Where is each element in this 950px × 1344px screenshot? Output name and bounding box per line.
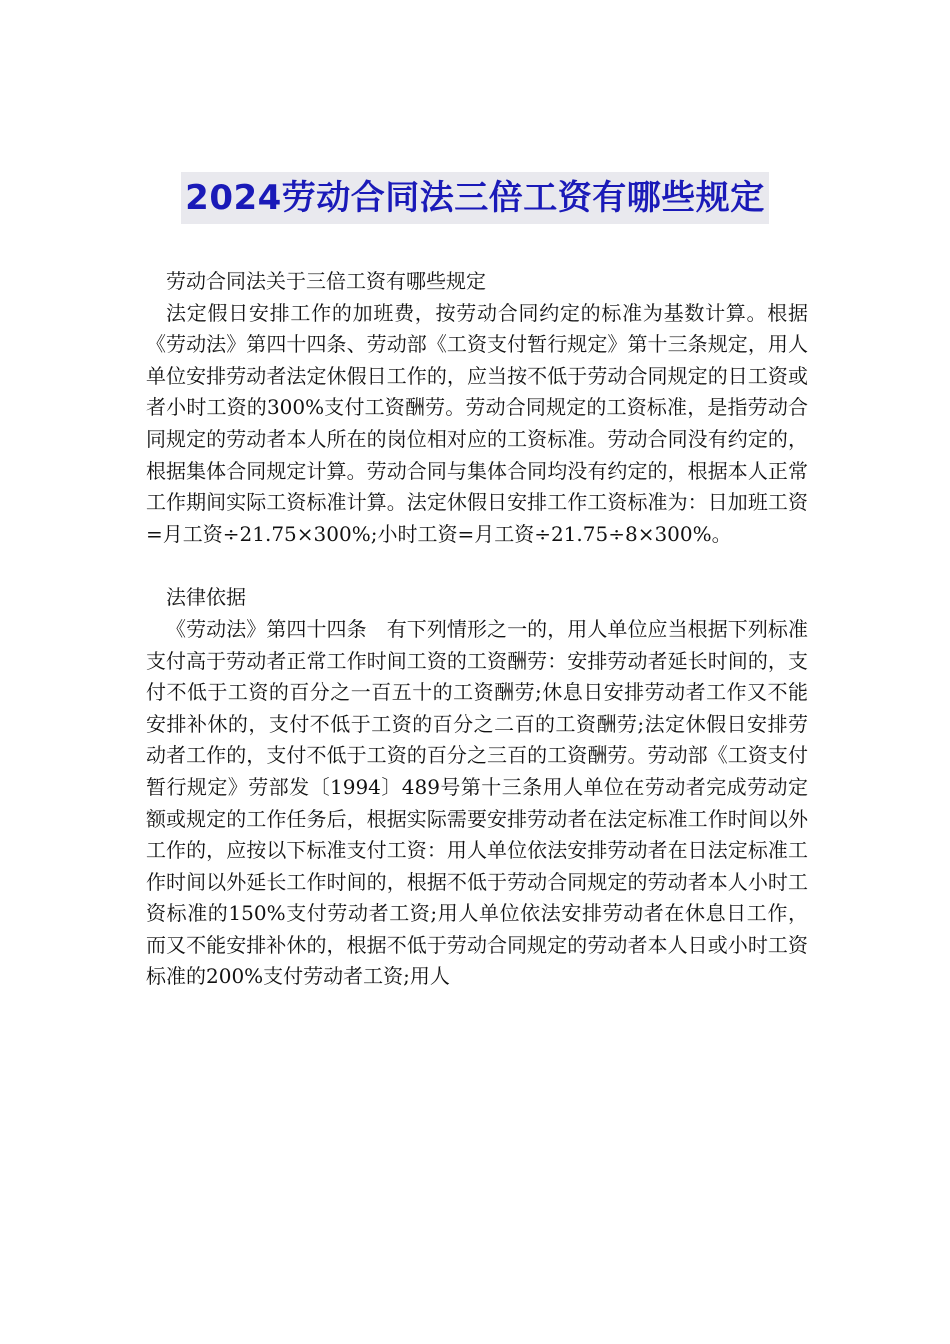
title-container bbox=[0, 172, 950, 224]
section-heading-rules: 劳动合同法关于三倍工资有哪些规定 bbox=[166, 269, 486, 293]
section-paragraph-rules: 法定假日安排工作的加班费，按劳动合同约定的标准为基数计算。根据《劳动法》第四十四条、劳动部《工资支付暂行规定》第十三条规定，用人单位安排劳动者法定休假日工作的，应当按不低于劳动合同规定的日工资或者小时工资的300%支付工资酬劳。劳动合同规定的工资标准，是指劳动合同规定的劳动者本人所在的岗位相对应的工资标准。劳动合同没有约定的，根据集体合同规定计算。劳动合同与集体合同均没有约定的，根据本人正常工作期间实际工资标准计算。法定休假日安排工作工资标准为：日加班工资=月工资÷21.75×300%;小时工资=月工资÷21.75÷8×300%。 bbox=[146, 300, 808, 546]
document-body bbox=[146, 266, 808, 993]
section-heading-legal-basis: 法律依据 bbox=[166, 585, 246, 610]
document-title: 2024劳动合同法三倍工资有哪些规定 bbox=[181, 172, 769, 224]
paragraph-spacer bbox=[146, 550, 808, 582]
section-paragraph-legal-basis: 《劳动法》第四十四条 有下列情形之一的，用人单位应当根据下列标准支付高于劳动者正常工作时间工资的工资酬劳：安排劳动者延长时间的，支付不低于工资的百分之一百五十的工资酬劳;休息日安排劳动者工作又不能安排补休的，支付不低于工资的百分之二百的工资酬劳;法定休假日安排劳动者工作的，支付不低于工资的百分之三百的工资酬劳。劳动部《工资支付暂行规定》劳部发〔1994〕489号第十三条用人单位在劳动者完成劳动定额或规定的工作任务后，根据实际需要安排劳动者在法定标准工作时间以外工作的，应按以下标准支付工资：用人单位依法安排劳动者在日法定标准工作时间以外延长工作时间的，根据不低于劳动合同规定的劳动者本人小时工资标准的150%支付劳动者工资;用人单位依法安排劳动者在休息日工作，而又不能安排补休的，根据不低于劳动合同规定的劳动者本人日或小时工资标准的200%支付劳动者工资;用人 bbox=[146, 616, 808, 989]
